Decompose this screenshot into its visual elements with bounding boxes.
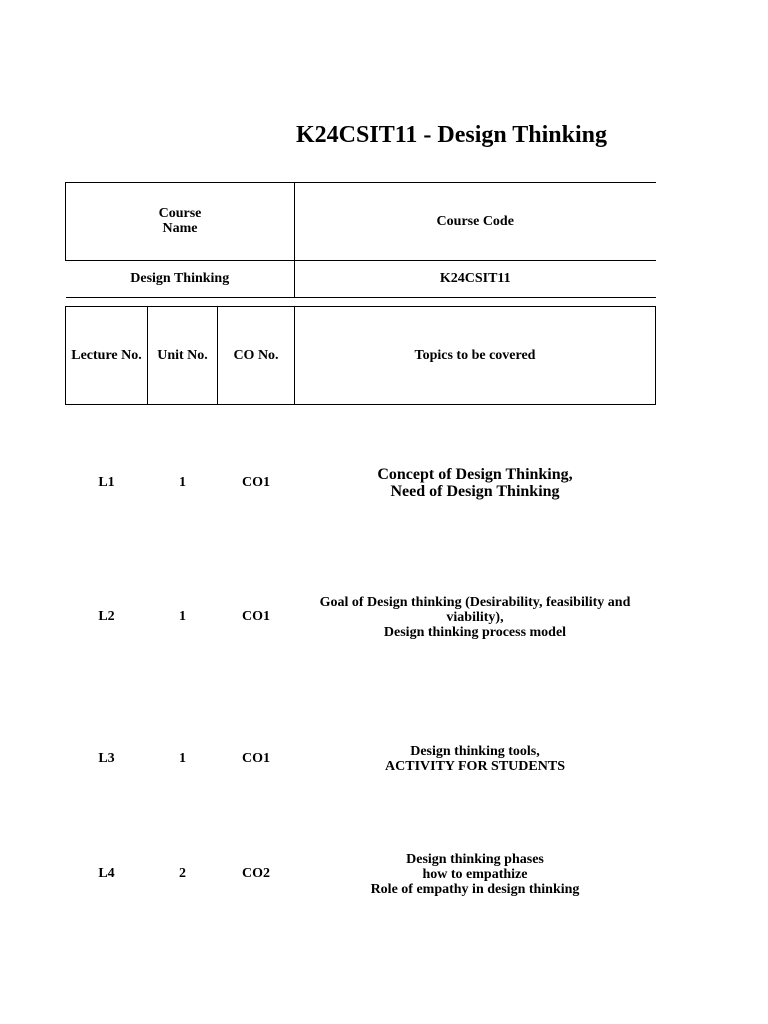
topic-line: Goal of Design thinking (Desirability, feasibility and [319,594,631,610]
topics-cell [295,560,656,674]
course-name-value: Design Thinking [66,261,295,298]
course-code-value: K24CSIT11 [295,261,656,298]
lecture-no-cell: L4 [98,866,115,881]
header-topics: Topics to be covered [295,307,656,405]
table-row [66,405,656,561]
page-title: K24CSIT11 - Design Thinking [296,122,608,148]
header-unit-no: Unit No. [148,307,218,405]
course-code-header: Course Code [295,183,656,261]
lecture-no-cell: L3 [98,750,115,766]
course-info-header-row [66,183,656,261]
course-name-label-line1: Course [158,206,202,221]
header-lecture-no: Lecture No. [66,307,148,405]
topics-cell [295,674,656,843]
topic-line: how to empathize [422,866,528,882]
co-no-cell: CO1 [242,609,270,624]
topics-cell [295,843,656,905]
lecture-no-cell: L1 [98,474,115,490]
topic-line: ACTIVITY FOR STUDENTS [385,758,565,774]
unit-no-cell: 1 [179,474,186,490]
topic-line: Need of Design Thinking [390,482,560,500]
course-name-label-line2: Name [162,221,198,236]
topic-line: Design thinking tools, [410,743,540,759]
topics-cell [295,405,656,561]
table-row [66,560,656,674]
unit-no-cell: 2 [179,866,186,881]
topic-line: Role of empathy in design thinking [370,881,580,897]
topic-line: viability), [446,609,504,625]
lecture-table-header-row [66,307,656,405]
topic-line: Design thinking process model [383,624,567,640]
topic-line: Concept of Design Thinking, [377,465,573,483]
table-row [66,674,656,843]
table-row [66,843,656,905]
unit-no-cell: 1 [179,609,186,624]
lecture-plan-table [65,306,656,905]
header-co-no: CO No. [218,307,295,405]
co-no-cell: CO1 [242,750,270,766]
course-info-value-row [66,261,656,298]
course-name-header [66,183,295,261]
unit-no-cell: 1 [179,750,186,766]
co-no-cell: CO1 [242,474,270,490]
co-no-cell: CO2 [242,866,270,881]
topic-line: Design thinking phases [406,851,544,867]
course-info-table [65,182,656,298]
lecture-no-cell: L2 [98,609,115,624]
